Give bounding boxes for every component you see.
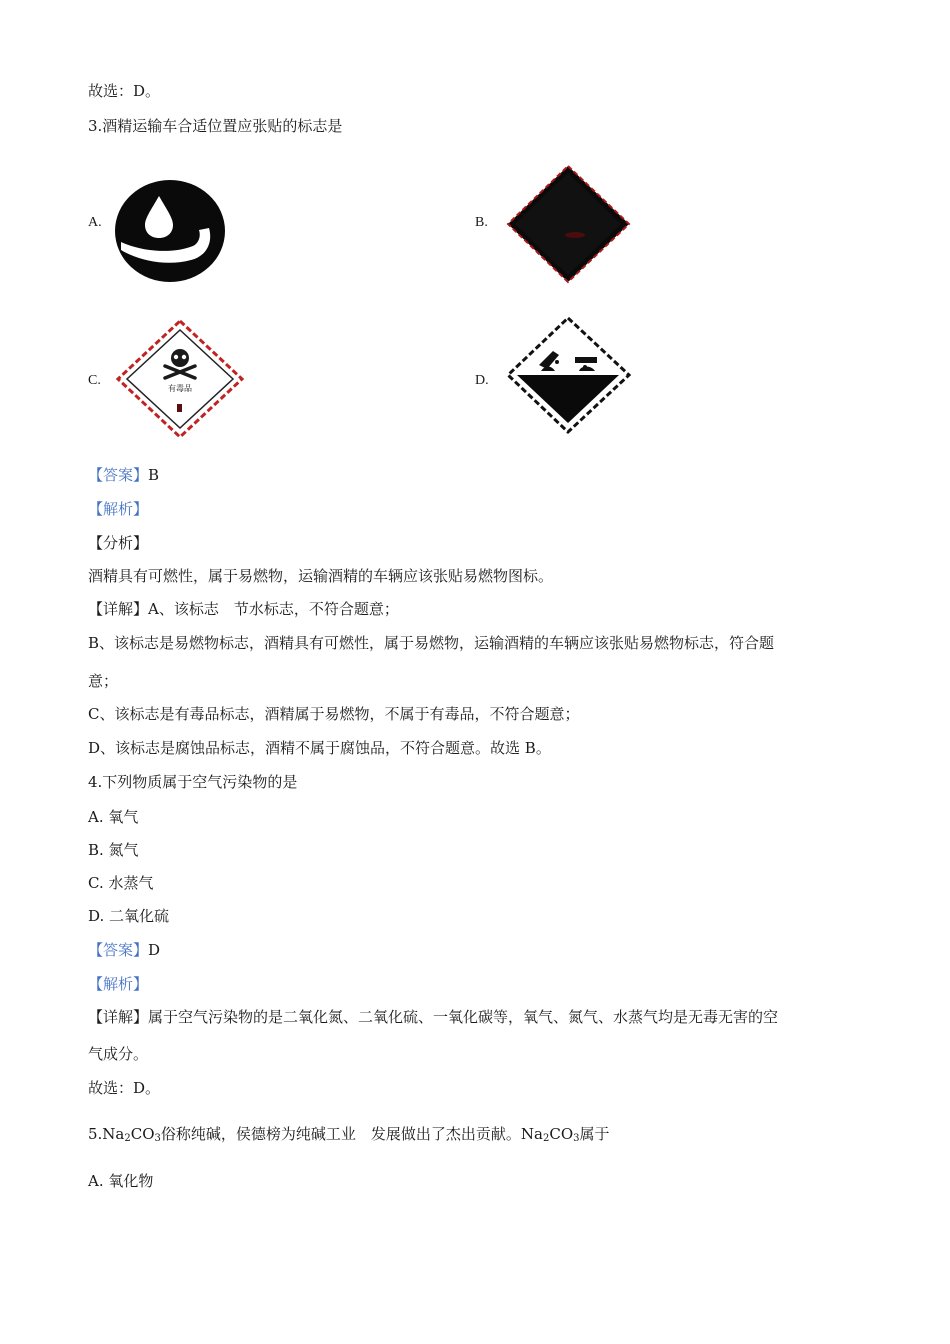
q4-stem: 4.下列物质属于空气污染物的是	[88, 773, 298, 791]
q3-option-b-label: B.	[475, 215, 488, 230]
subscript: 3	[573, 1133, 580, 1144]
toxic-sign-icon	[115, 318, 245, 440]
q4-analysis-tag: 【解析】	[88, 975, 149, 993]
q3-detail-a	[88, 599, 399, 619]
q3-fenxi: 酒精具有可燃性，属于易燃物，运输酒精的车辆应该张贴易燃物图标。	[88, 567, 554, 585]
q5-stem-mid2: 俗称纯碱，侯德榜为纯碱工业 发展做出了杰出贡献。Na	[160, 1125, 543, 1143]
q3-analysis-tag: 【解析】	[88, 500, 149, 518]
q5-stem-mid1: CO	[130, 1125, 155, 1143]
q3-answer	[88, 465, 159, 485]
subscript: 2	[543, 1133, 550, 1144]
q4-option-d: D. 二氧化硫	[88, 907, 170, 925]
detail-a-text: A、该标志 节水标志，不符合题意；	[148, 600, 399, 618]
q3-fenxi-tag: 【分析】	[88, 534, 149, 552]
q3-detail-b: B、该标志是易燃物标志，酒精具有可燃性，属于易燃物，运输酒精的车辆应该张贴易燃物标志，符合题	[88, 634, 775, 652]
corrosive-sign-icon	[505, 315, 632, 435]
toxic-sign-text: 有毒品	[168, 384, 192, 393]
answer-value: B	[148, 466, 160, 484]
q5-stem-prefix: 5.Na	[88, 1125, 125, 1143]
answer-value: D	[148, 941, 161, 959]
detail-tag: 【详解】	[88, 1008, 149, 1026]
q5-stem	[88, 1124, 610, 1149]
q5-stem-suffix: 属于	[579, 1125, 610, 1143]
q4-conclusion: 故选：D。	[88, 1079, 161, 1097]
q3-option-d-label: D.	[475, 373, 489, 388]
water-saving-sign-icon	[113, 178, 227, 284]
q4-option-a: A. 氧气	[88, 808, 139, 826]
q3-detail-d: D、该标志是腐蚀品标志，酒精不属于腐蚀品，不符合题意。故选 B。	[88, 739, 551, 757]
q3-detail-c: C、该标志是有毒品标志，酒精属于易燃物，不属于有毒品，不符合题意；	[88, 705, 580, 723]
q3-option-c-label: C.	[88, 373, 101, 388]
q2-conclusion: 故选：D。	[88, 82, 161, 100]
q5-option-a: A. 氧化物	[88, 1172, 154, 1190]
q4-detail	[88, 1007, 778, 1027]
q3-detail-b2: 意；	[88, 672, 119, 690]
q4-answer	[88, 940, 160, 960]
subscript: 2	[124, 1133, 131, 1144]
q5-stem-mid3: CO	[549, 1125, 574, 1143]
detail-text: 属于空气污染物的是二氧化氮、二氧化硫、一氧化碳等，氧气、氮气、水蒸气均是无毒无害的空	[148, 1008, 779, 1026]
q4-option-c: C. 水蒸气	[88, 874, 154, 892]
detail-tag: 【详解】	[88, 600, 149, 618]
q4-detail2: 气成分。	[88, 1045, 149, 1063]
flammable-sign-icon	[505, 163, 632, 285]
q3-stem: 3.酒精运输车合适位置应张贴的标志是	[88, 117, 343, 135]
q4-option-b: B. 氮气	[88, 841, 139, 859]
q3-option-a-label: A.	[88, 215, 102, 230]
answer-tag: 【答案】	[88, 466, 149, 484]
subscript: 3	[154, 1133, 161, 1144]
answer-tag: 【答案】	[88, 941, 149, 959]
